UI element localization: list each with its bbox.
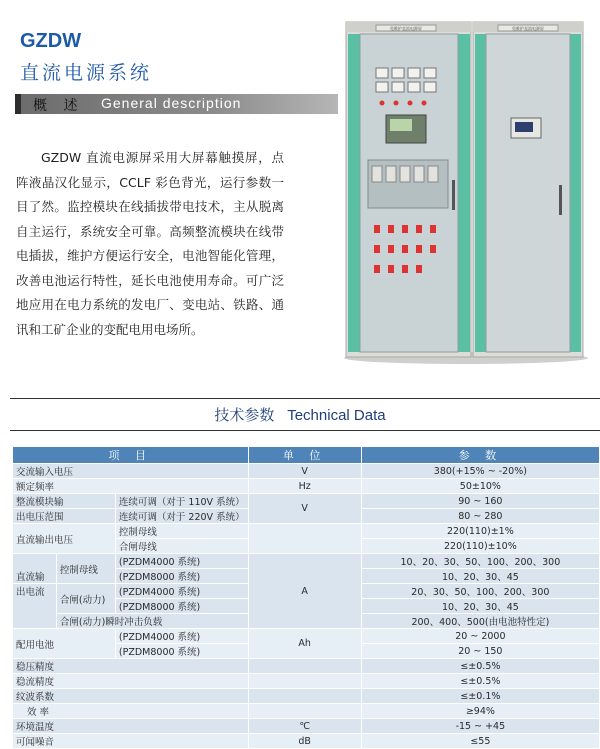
table-row: 稳压精度 ≤±0.5% <box>13 659 600 674</box>
header-item: 项 目 <box>13 447 249 464</box>
table-row: 纹波系数 ≤±0.1% <box>13 689 600 704</box>
cabinet-image <box>338 10 588 365</box>
table-row: (PZDM8000 系统) 10、20、30、45 <box>13 599 600 614</box>
technical-title <box>10 404 590 425</box>
table-row: 合闸(动力)瞬时冲击负载 200、400、500(由电池特性定) <box>13 614 600 629</box>
table-row: 环境温度 ℃ -15 ~ +45 <box>13 719 600 734</box>
header-param: 参 数 <box>361 447 599 464</box>
technical-table <box>12 446 600 749</box>
table-row: 交流输入电压 V 380(+15% ~ -20%) <box>13 464 600 479</box>
table-row: 稳流精度 ≤±0.5% <box>13 674 600 689</box>
overview-heading <box>15 94 345 114</box>
technical-bottom-rule <box>10 430 600 431</box>
overview-text: GZDW 直流电源屏采用大屏幕触摸屏，点阵液晶汉化显示，CCLF 彩色背光，运行参数一目了然。监控模块在线插拔带电技术，主从脱离自主运行，系统安全可靠。高频整流模块在线带电插拔，维护方便运行安全，电池智能化管理，改善电池运行特性，延长电池使用寿命。可广泛地应用在电力系统的发电厂、变电站、铁路、通讯和工矿企业的变配电用电场所。 <box>16 150 284 337</box>
table-row: 效 率 ≥94% <box>13 704 600 719</box>
right-cabinet-label: 免维护直流电源屏 <box>512 26 544 31</box>
table-row: 可闻噪音 dB ≤55 <box>13 734 600 749</box>
table-row: 直流输出电压 控制母线 220(110)±1% <box>13 524 600 539</box>
table-row: 配用电池 (PZDM4000 系统) Ah 20 ~ 2000 <box>13 629 600 644</box>
overview-label-en: General description <box>101 95 242 111</box>
table-row: (PZDM8000 系统) 10、20、30、45 <box>13 569 600 584</box>
product-model: GZDW <box>20 30 82 52</box>
technical-title-en: Technical Data <box>287 407 386 424</box>
table-row: 合闸母线 220(110)±10% <box>13 539 600 554</box>
table-header-row <box>13 447 600 464</box>
left-cabinet-label: 免维护直流电源屏 <box>390 26 422 31</box>
table-row: 整流模块输 连续可调（对于 110V 系统） V 90 ~ 160 <box>13 494 600 509</box>
table-row: 出电流 合闸(动力) (PZDM4000 系统) 20、30、50、100、200、300 <box>13 584 600 599</box>
table-row: 出电压范围 连续可调（对于 220V 系统） 80 ~ 280 <box>13 509 600 524</box>
product-title: 直流电源系统 <box>20 62 153 84</box>
header-unit: 单 位 <box>248 447 361 464</box>
table-row: 额定频率 Hz 50±10% <box>13 479 600 494</box>
overview-label-cn: 概 述 <box>33 98 84 114</box>
table-row: 直流输 控制母线 (PZDM4000 系统) A 10、20、30、50、100、200、300 <box>13 554 600 569</box>
technical-top-rule <box>10 398 600 399</box>
table-row: (PZDM8000 系统) 20 ~ 150 <box>13 644 600 659</box>
technical-title-cn: 技术参数 <box>214 406 275 424</box>
